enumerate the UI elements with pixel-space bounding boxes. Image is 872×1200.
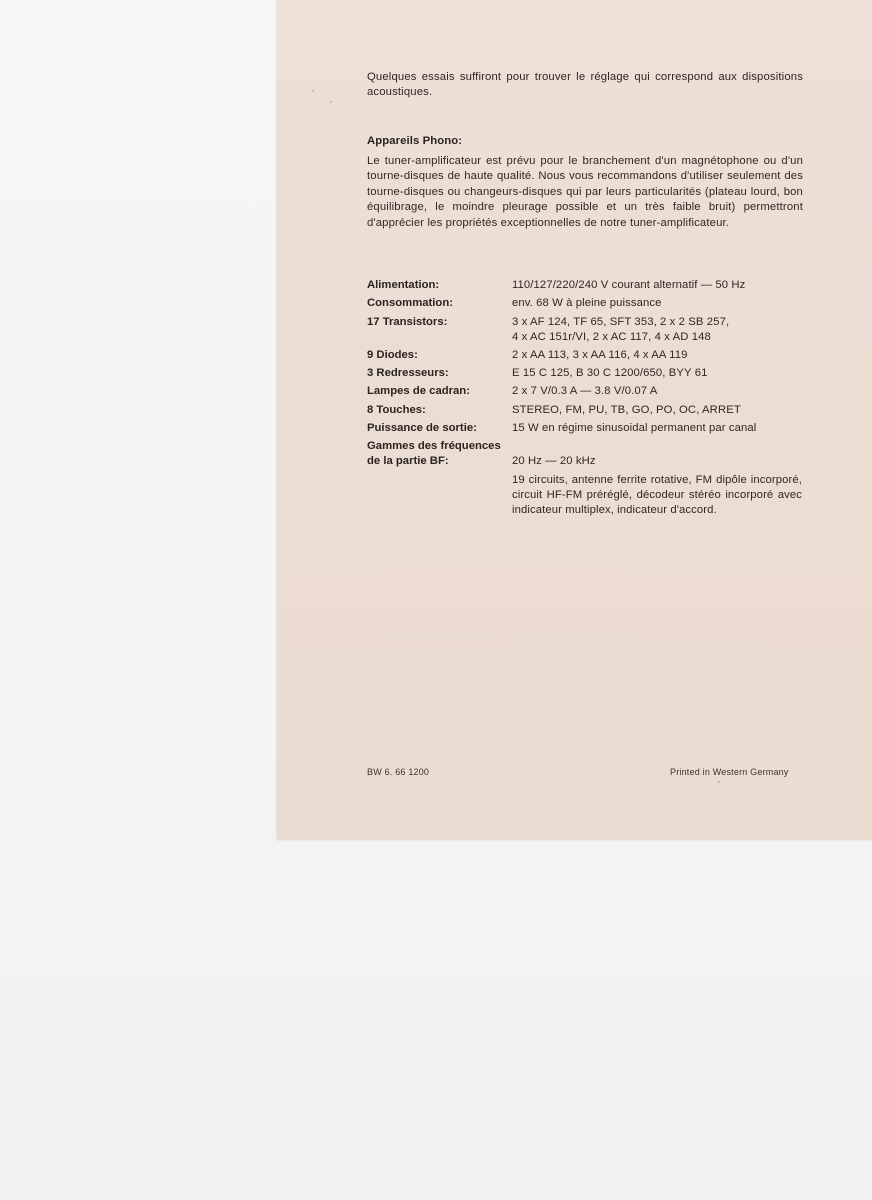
spec-value: 20 Hz — 20 kHz bbox=[512, 455, 596, 468]
spec-value: 15 W en régime sinusoidal permanent par canal bbox=[512, 422, 757, 435]
spec-row-circuits bbox=[367, 473, 807, 518]
spec-row-transistors bbox=[367, 315, 807, 345]
spec-row-lampes bbox=[367, 384, 807, 399]
spec-row-consommation bbox=[367, 296, 807, 311]
spec-label: Alimentation: bbox=[367, 279, 440, 291]
spec-value: 3 x AF 124, TF 65, SFT 353, 2 x 2 SB 257, 4 x AC 151r/VI, 2 x AC 117, 4 x AD 148 bbox=[512, 315, 730, 343]
spec-value: E 15 C 125, B 30 C 1200/650, BYY 61 bbox=[512, 367, 708, 380]
spec-value: 2 x AA 113, 3 x AA 116, 4 x AA 119 bbox=[512, 348, 688, 361]
spec-label: 3 Redresseurs: bbox=[367, 367, 449, 380]
phono-paragraph: Le tuner-amplificateur est prévu pour le branchement d'un magnétophone ou d'un tourne-disques de haute qualité. Nous vous recommandons d'utiliser seulement des tourne-disques ou changeurs-disques qui par leurs particularités (plateau lourd, bon équilibrage, le moindre pleurage possible et un très faible bruit) permettront d'apprécier les propriétés exceptionnelles de notre tuner-amplificateur. bbox=[367, 155, 803, 229]
spec-value: 110/127/220/240 V courant alternatif — 50 Hz bbox=[512, 279, 746, 291]
paper-speck bbox=[718, 781, 720, 783]
spec-row-diodes bbox=[367, 348, 807, 363]
specifications-list bbox=[367, 278, 807, 521]
print-code: BW 6. 66 1200 bbox=[367, 767, 430, 777]
phono-heading: Appareils Phono: bbox=[367, 135, 463, 147]
paper-speck bbox=[330, 101, 332, 103]
spec-value: env. 68 W à pleine puissance bbox=[512, 297, 662, 310]
spec-label: Consommation: bbox=[367, 297, 453, 310]
spec-row-redresseurs bbox=[367, 366, 807, 381]
spec-label: 9 Diodes: bbox=[367, 348, 418, 361]
spec-label: Lampes de cadran: bbox=[367, 385, 470, 398]
spec-label: 8 Touches: bbox=[367, 403, 426, 416]
spec-row-gammes bbox=[367, 439, 807, 469]
spec-label: Puissance de sortie: bbox=[367, 422, 477, 435]
spec-value: 19 circuits, antenne ferrite rotative, FM dipôle incorporé, circuit HF-FM préréglé, décodeur stéréo incorporé avec indicateur multiplex, indicateur d'accord. bbox=[512, 473, 802, 516]
spec-row-alimentation bbox=[367, 278, 807, 293]
paper-speck bbox=[312, 90, 314, 92]
spec-value: 2 x 7 V/0.3 A — 3.8 V/0.07 A bbox=[512, 385, 658, 398]
printed-in-note: Printed in Western Germany bbox=[670, 767, 789, 777]
spec-label: 17 Transistors: bbox=[367, 315, 448, 328]
spec-row-puissance bbox=[367, 421, 807, 436]
spec-value: STEREO, FM, PU, TB, GO, PO, OC, ARRET bbox=[512, 403, 741, 416]
spec-label bbox=[367, 473, 512, 518]
spec-row-touches bbox=[367, 403, 807, 418]
intro-paragraph: Quelques essais suffiront pour trouver le réglage qui correspond aux dispositions acoustiques. bbox=[367, 71, 803, 99]
spec-label: Gammes des fréquences de la partie BF: bbox=[367, 440, 501, 468]
